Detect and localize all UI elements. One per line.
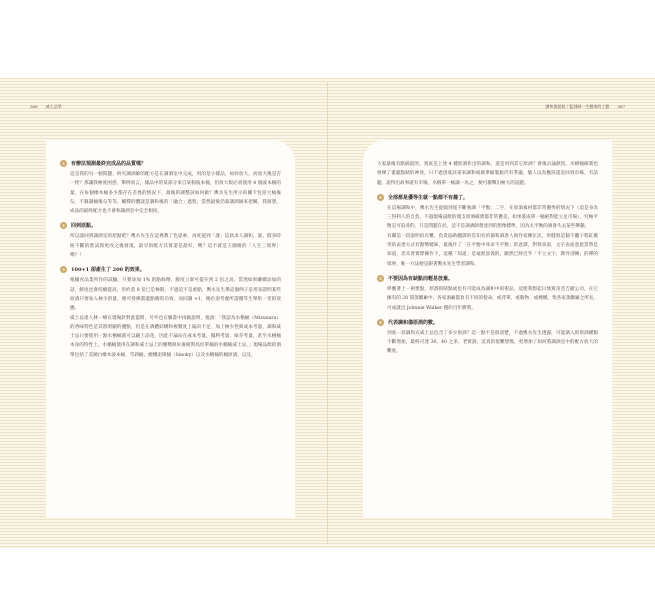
number-marker: ④ — [378, 194, 383, 200]
left-running-header — [30, 104, 62, 110]
section-title: 全部都是優等生就一點都不有趣了。 — [388, 194, 469, 201]
section-heading — [60, 222, 281, 229]
paragraph: 威士忌達人林一峰在現場針對此提問，另外也在臉書中再做說明，他說：「我認為水楢桶（Mizunara）的香味特色是其很明顯的優點，但是在酒體結構和複雜度上偏向不足，加上極少性與成本考量，調和威士忌只要使用一點水楢桶就可以錦上添花，因此不論站在成本考量、獨利考量、庫存考量，甚至水楢桶本身的特性上，水楢桶使用在調和威士忌上的優勢與好處絕對高於單桶的水楢桶威士忌，」現場品飲的酒單包括了美國白橡木波本桶、雪莉桶、煙燻泥煤桶（Smoky）以及水楢桶的桶原酒，以及， — [70, 315, 281, 358]
number-marker: ⑥ — [378, 319, 383, 325]
paragraph: 根據食品業所作的試驗，只要添加 1% 的點餘劑，鮮度立即可提升到 2 倍之高，當然如果繼續添加的話，鮮度也會持續提高，但約莫 8 倍已是極限，不過這不是重點，輿水先生舉這個例子是用來證明某些原酒只要加入極少的量，便可發揮畫龍點睛的功效，而同調 +1，便必須考慮所謂優等生舉堅一堂的效應。 — [70, 278, 281, 312]
right-page-number: 367 — [617, 104, 625, 109]
number-marker: ② — [61, 223, 66, 229]
number-marker: ⑤ — [378, 275, 383, 281]
section-title: 回到原點。 — [71, 223, 97, 230]
section-heading — [60, 160, 281, 167]
left-page — [46, 140, 295, 518]
section-heading — [377, 194, 598, 201]
number-marker: ③ — [61, 267, 66, 273]
section-continued — [377, 160, 598, 188]
section-6 — [377, 319, 598, 357]
paragraph: 大家最後有點搞混的，到底是上述 4 種原酒作出的調和，還是用到其它原酒？會後討論熱烈，水楢桶確實也發揮了畫龍點睛的神效，只不過別底該拿來調和或做單桶裝瓶仍有爭議，個人以為應該還是回到市場，有話題、說得出故事就有市場，水楢單一桶調一為之，便可衝擊出極大的話題。 — [377, 162, 598, 186]
section-heading — [60, 266, 281, 273]
section-1 — [60, 160, 281, 216]
right-page — [363, 140, 612, 518]
book-title: 威士忌學 — [45, 104, 62, 109]
paragraph: 這是我的另一個問題，終究調酒師的配方是在調酒室中完成，用的是小樣品，如何放大，而放大後是否一致？那讓我極度困惑。舉例而言，樣品中的某部分來自某個波本桶，但放大版必須使用 4 個波本桶的量，在每個橡木桶多少都存在差異的情況下，最後的調整該如何做？輿水先生所示的關卡包括大桶後勾，不錄調桶後勾等等。輔釋的體談是調和後的「融合」過程，當然最後仍靠調酒師來把關，我猜想，成品的最終配方也不會和調酒室中完全相同。 — [70, 172, 281, 215]
paragraph: 有關這一段說明似有難，負責協助翻譯的是知名的葡萄酒達人與作家陳匡民，形健與這個不聽干程缸搬突的表達方式有點勢曖昧，最後作了「在平衡中尋求不平衡」的意譯，對我來說，文字表面意思當然是知道，但未曾實際操作下，這種「知道」是毫無意義的，顯然已經近乎「不立文字，教外別傳」的禪的境界，唯一方法便是跟著輿水先生學習調和。 — [387, 233, 598, 267]
section-title: 有辦法預測最終完成品的品質嗎？ — [71, 161, 147, 167]
section-heading — [377, 275, 598, 282]
section-title: 100+1 卻產生了 200 的效果。 — [71, 267, 145, 274]
paragraph: 所以談回到調酒室的原點吧？輿水先生在這裡教了色思索，再度提到「謎」這款求人調和，說，假多時候不斷的嘗試與更改之後發現，最早的配方其實還是最好，噢？這不就是王國維的「人生三境界」嗎？！ — [70, 234, 281, 259]
book-gutter — [327, 82, 328, 544]
right-running-header — [545, 104, 625, 110]
section-4 — [377, 194, 598, 269]
number-marker: ① — [61, 161, 66, 166]
section-heading — [377, 319, 598, 326]
section-3 — [60, 266, 281, 360]
section-2 — [60, 222, 281, 260]
paragraph: 在這場調和中，輿水先生從頭到尾不斷強調「平衡」二字，在原酒素材都非常優秀的情況下（這是身為三得利人的自負，不過現場試飲的幾支原酒確實都非常優美，如果裝成單一桶絕對能立足市場），究極平衡是可追尋的，只是問題在於，這不是調酒師想達到的想像標準，因為太平衡的酒會失去某些樂趣。 — [387, 205, 598, 230]
section-title: 不要因為有缺點而輕易放棄。 — [388, 275, 454, 282]
section-title: 代表調和傷原酒的數。 — [388, 319, 439, 326]
chapter-title: 調和與裝瓶｜監酒師一生懸命的工藝 — [545, 104, 610, 109]
paragraph: 到底一款調和式威士忌包含了多少原酒？這一點不是很清楚，不過輿水先生透露，可能調入的原酒種類不斷增加，最終可達 30、40 之多，老實說，這真的很難想像，更增加了如何將調酒室中的配方放大的難度。 — [387, 330, 598, 355]
section-5 — [377, 275, 598, 313]
left-page-number: 366 — [30, 104, 38, 109]
paragraph: 呼應著上一則要點，原酒的缺點或也有可能成為調和中的聖品，這使我想起曰無罵帝亞吉歐公司，在它擁有的 28 間蒸餾廠中，各家酒廠都負有不同的使命，或背單、或穀物、或煙燻，集各家蒸餾廠之所長，可成就出 Johnnie Walker 穩約百年勝將。 — [387, 286, 598, 311]
